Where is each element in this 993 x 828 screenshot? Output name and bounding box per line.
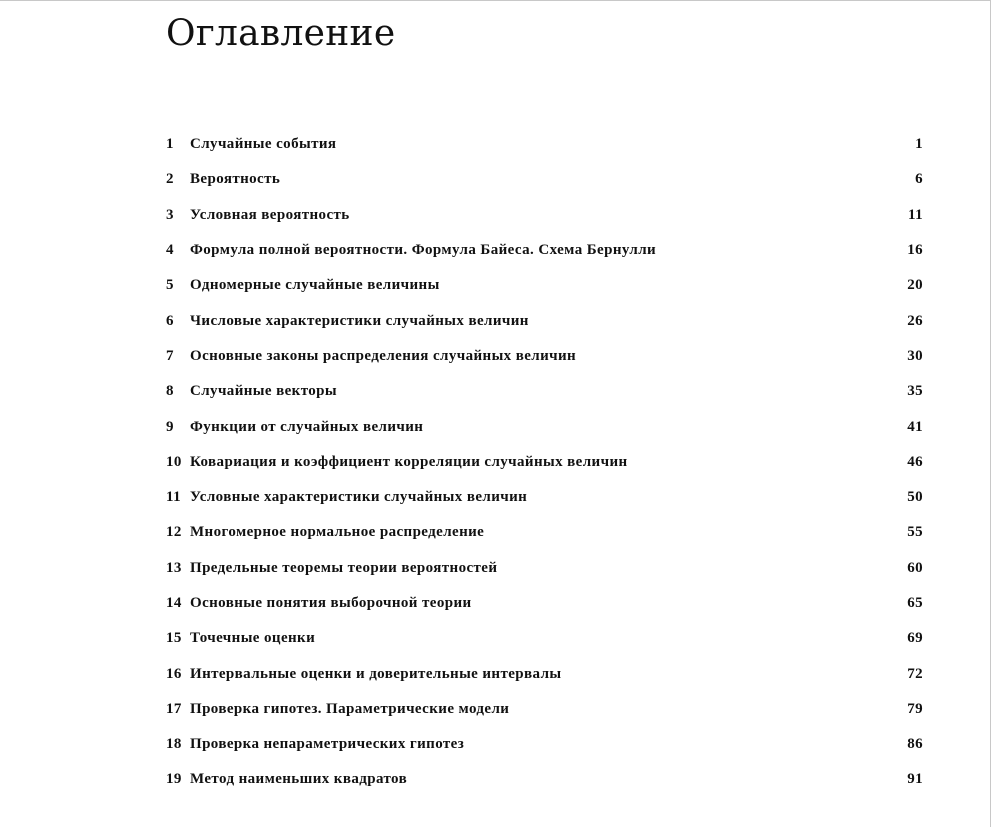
toc-entry-title: Случайные векторы — [190, 383, 338, 400]
toc-entry-title: Условные характеристики случайных величин — [190, 489, 528, 506]
toc-entry-number: 18 — [166, 736, 182, 753]
toc-entry-number: 2 — [166, 171, 174, 188]
toc-entry-number: 12 — [166, 524, 182, 541]
toc-entry-page-number: 50 — [907, 489, 923, 506]
toc-entry[interactable] — [166, 233, 923, 268]
toc-entry-page-number: 72 — [907, 665, 923, 682]
toc-entry-page-number: 11 — [908, 206, 923, 223]
toc-entry-title: Случайные события — [190, 136, 337, 153]
toc-entry-number: 14 — [166, 595, 182, 611]
toc-entry[interactable] — [166, 162, 923, 197]
toc-entry-page-number: 65 — [907, 595, 923, 611]
toc-entry-page-number: 69 — [907, 630, 923, 647]
toc-entry-number: 5 — [166, 277, 174, 294]
toc-entry-number: 17 — [166, 700, 182, 717]
toc-entry-page-number: 91 — [907, 771, 923, 788]
toc-entry-title: Многомерное нормальное распределение — [190, 524, 485, 541]
page-title: Оглавление — [166, 13, 396, 54]
toc-entry[interactable] — [166, 656, 923, 691]
toc-entry-page-number: 55 — [907, 524, 923, 541]
toc-entry-page-number: 20 — [907, 277, 923, 294]
toc-entry[interactable] — [166, 762, 923, 797]
toc-entry-title: Числовые характеристики случайных величин — [190, 312, 529, 329]
toc-entry[interactable] — [166, 480, 923, 515]
toc-entry-title: Одномерные случайные величины — [190, 277, 440, 294]
toc-entry-page-number: 41 — [907, 418, 923, 435]
toc-entry[interactable] — [166, 692, 923, 727]
toc-entry[interactable] — [166, 303, 923, 338]
toc-entry-page-number: 60 — [907, 559, 923, 576]
toc-entry-number: 19 — [166, 771, 182, 788]
toc-entry-page-number: 1 — [915, 136, 923, 153]
toc-entry-title: Вероятность — [190, 171, 281, 188]
toc-entry-title: Функции от случайных величин — [190, 418, 424, 435]
toc-entry-title: Проверка непараметрических гипотез — [190, 736, 465, 753]
toc-entry-page-number: 86 — [907, 736, 923, 753]
toc-entry-title: Предельные теоремы теории вероятностей — [190, 559, 498, 576]
toc-entry-title: Основные законы распределения случайных величин — [190, 347, 577, 364]
toc-entry[interactable] — [166, 586, 923, 621]
toc-entry-title: Ковариация и коэффициент корреляции случайных величин — [190, 453, 628, 470]
toc-entry[interactable] — [166, 409, 923, 444]
toc-entry-title: Метод наименьших квадратов — [190, 771, 408, 788]
toc-entry[interactable] — [166, 374, 923, 409]
toc-entry-number: 10 — [166, 453, 182, 470]
toc-entry[interactable] — [166, 339, 923, 374]
toc-entry-number: 1 — [166, 136, 174, 153]
toc-entry[interactable] — [166, 727, 923, 762]
toc-entry-page-number: 79 — [907, 700, 923, 717]
toc-entry-page-number: 6 — [915, 171, 923, 188]
toc-entry[interactable] — [166, 515, 923, 550]
toc-entry-title: Проверка гипотез. Параметрические модели — [190, 700, 510, 717]
toc-entry-number: 9 — [166, 418, 174, 435]
toc-entry-number: 11 — [166, 489, 181, 506]
toc-entry-number: 16 — [166, 665, 182, 682]
toc-entry[interactable] — [166, 551, 923, 586]
toc-entry-number: 4 — [166, 242, 174, 259]
toc-entry-number: 7 — [166, 347, 174, 364]
toc-entry[interactable] — [166, 198, 923, 233]
toc-entry-number: 3 — [166, 206, 174, 223]
toc-entry-title: Формула полной вероятности. Формула Байеса. Схема Бернулли — [190, 242, 657, 259]
toc-entry-page-number: 30 — [907, 347, 923, 364]
table-of-contents — [166, 127, 923, 798]
toc-entry-title: Интервальные оценки и доверительные интервалы — [190, 665, 562, 682]
toc-entry-title: Основные понятия выборочной теории — [190, 595, 472, 611]
toc-entry-page-number: 46 — [907, 453, 923, 470]
toc-entry-number: 15 — [166, 630, 182, 647]
toc-entry-page-number: 26 — [907, 312, 923, 329]
toc-entry[interactable] — [166, 445, 923, 480]
toc-entry-number: 6 — [166, 312, 174, 329]
toc-entry-page-number: 16 — [907, 242, 923, 259]
toc-entry-title: Точечные оценки — [190, 630, 316, 647]
toc-entry[interactable] — [166, 127, 923, 162]
toc-entry[interactable] — [166, 621, 923, 656]
toc-entry[interactable] — [166, 268, 923, 303]
toc-entry-number: 8 — [166, 383, 174, 400]
toc-entry-title: Условная вероятность — [190, 206, 350, 223]
toc-entry-number: 13 — [166, 559, 182, 576]
toc-entry-page-number: 35 — [907, 383, 923, 400]
